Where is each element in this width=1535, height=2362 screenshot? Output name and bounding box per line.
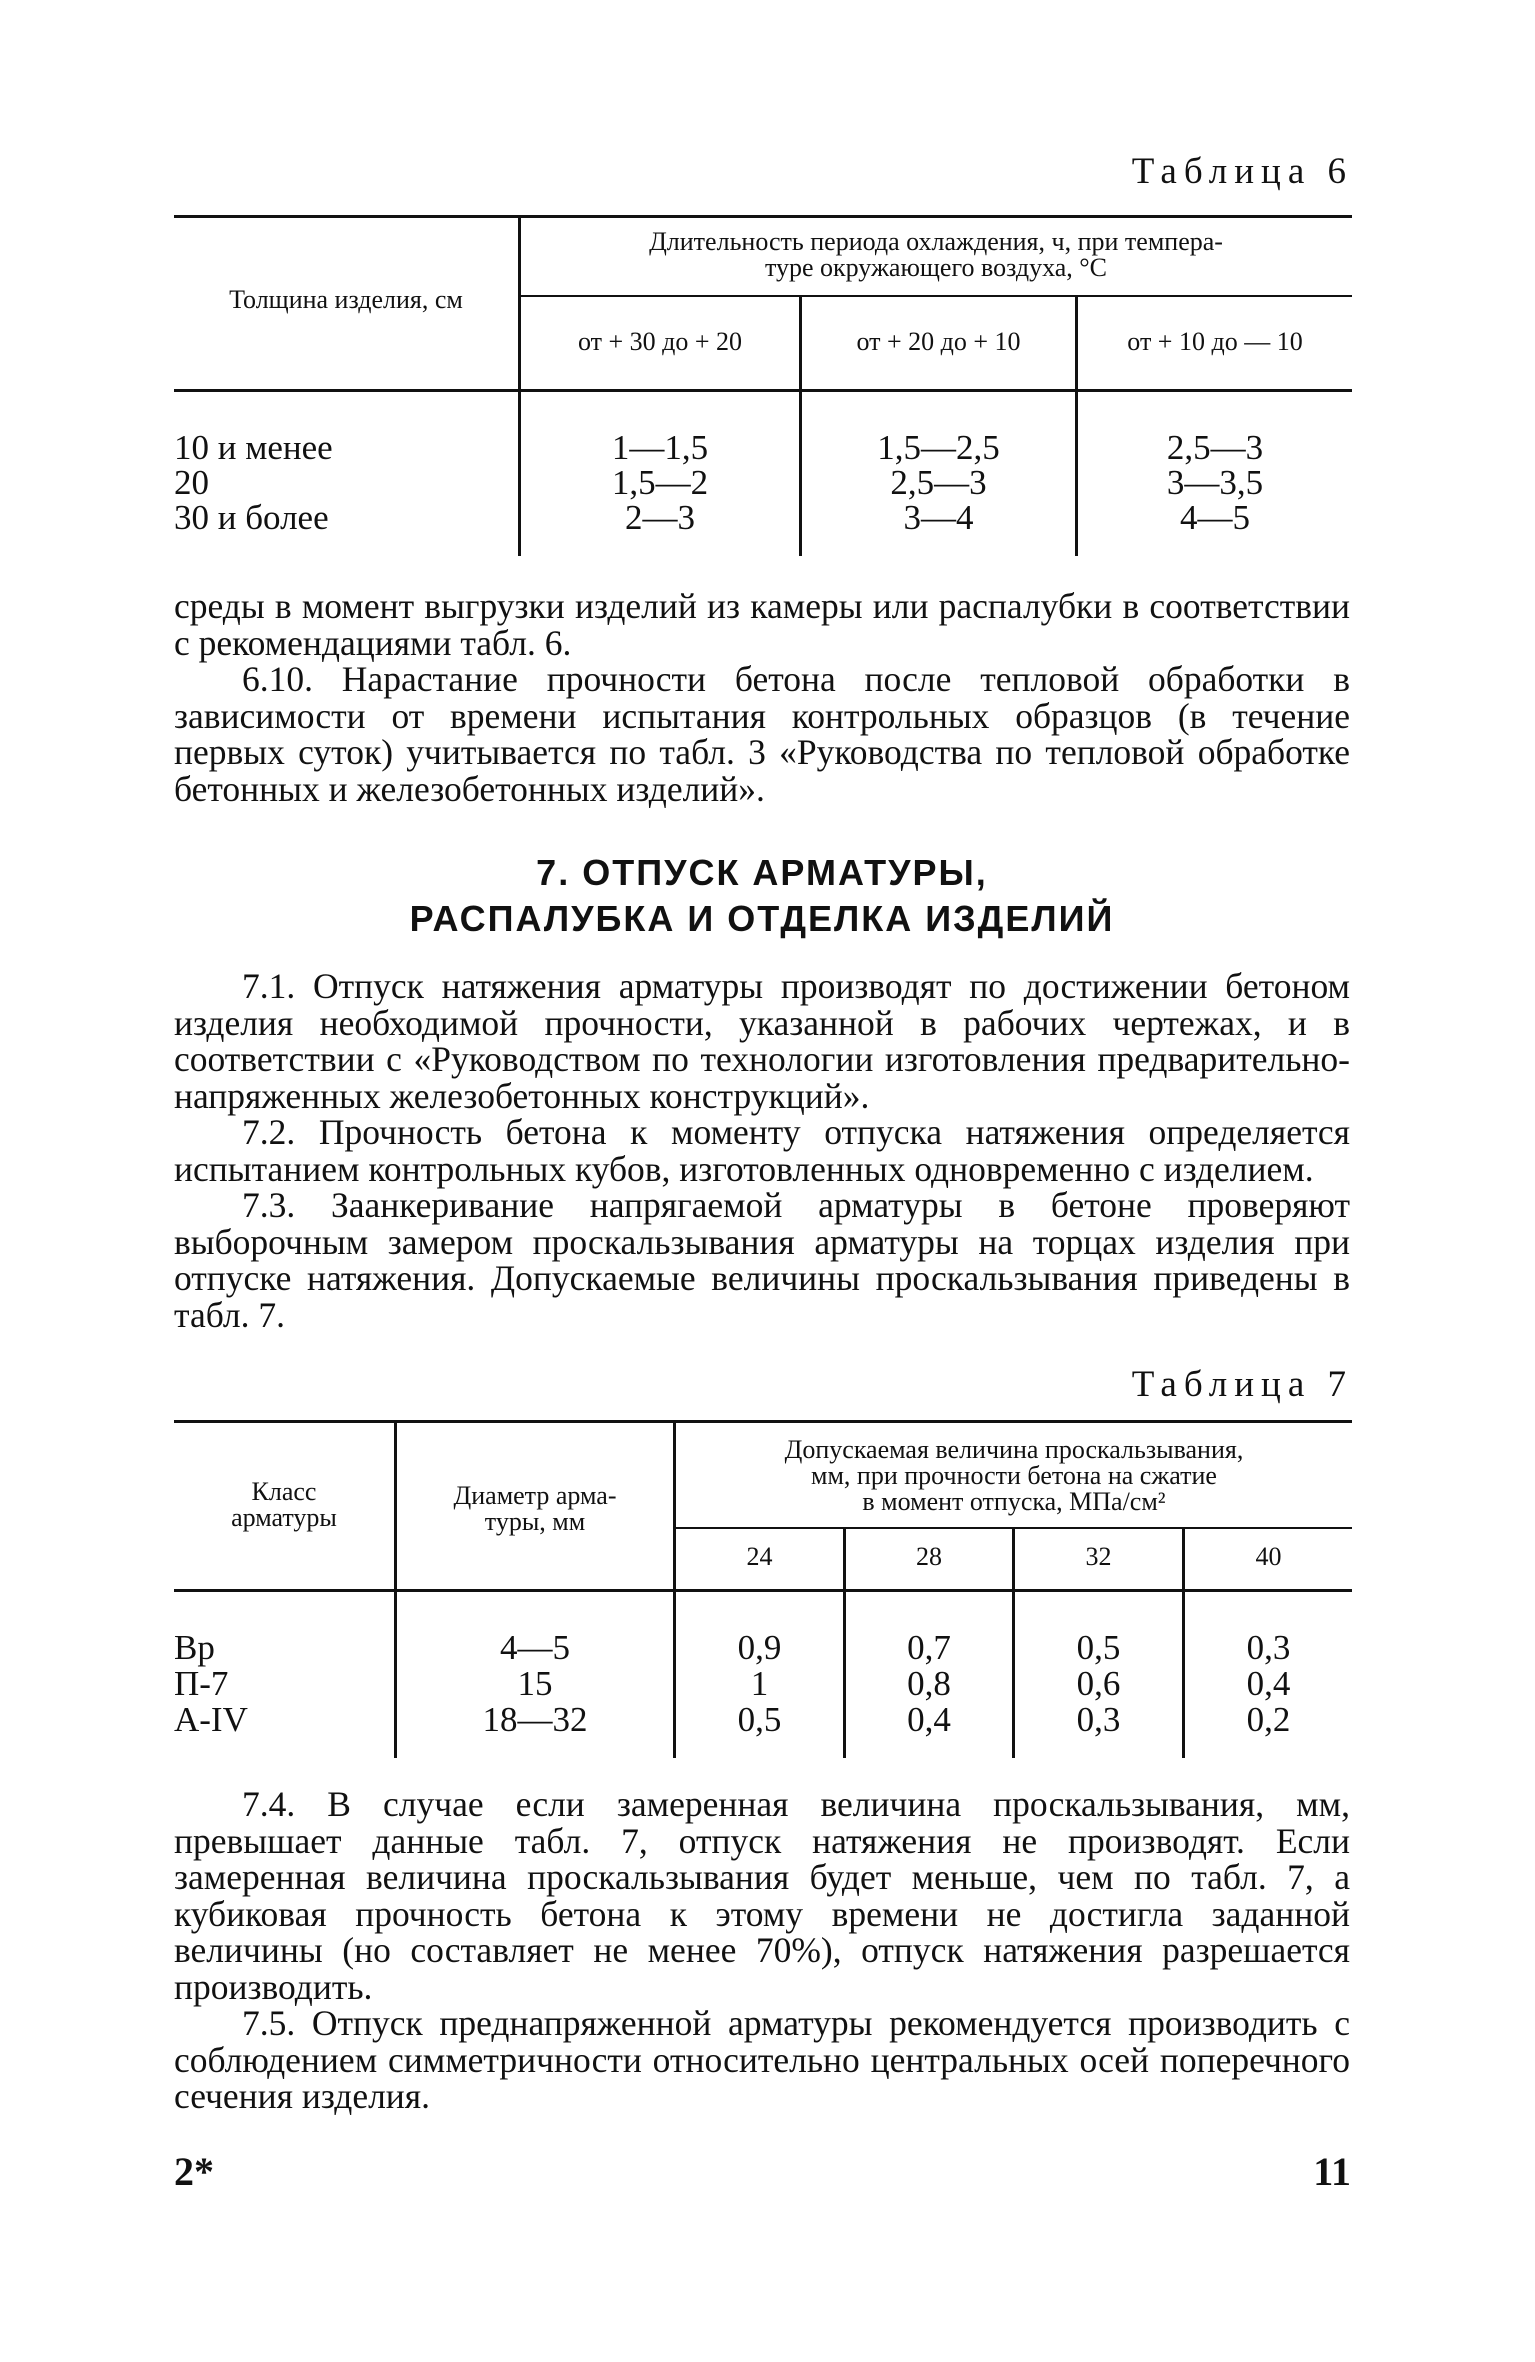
paragraph-7-4: 7.4. В случае если замеренная величина проскальзывания, мм, превышает данные табл. 7, отпуск натяжения не производят. Если замеренная величина проскальзывания будет меньше, чем по табл. 7, а кубиковая прочность бетона к этому времени не достигла заданной величины (но составляет не менее 70%), отпуск натяжения разрешается производить. bbox=[174, 1784, 1350, 2007]
section-heading-line2: РАСПАЛУБКА И ОТДЕЛКА ИЗДЕЛИЙ bbox=[409, 898, 1115, 939]
text-block-2 bbox=[174, 968, 1350, 1333]
table6-top-rule bbox=[174, 215, 1352, 218]
table7-row-label: П-7 bbox=[174, 1664, 229, 1703]
table7-header-rule bbox=[174, 1589, 1352, 1592]
table6-cell: 2,5—3 bbox=[890, 463, 987, 502]
table6-cell: 1,5—2,5 bbox=[877, 428, 1000, 467]
table7-col0-header-line2: арматуры bbox=[231, 1503, 337, 1532]
table6-header-rule bbox=[174, 389, 1352, 392]
text-block-3 bbox=[174, 1786, 1350, 2115]
table7-subheader: 24 bbox=[746, 1542, 773, 1571]
table7-cell: 0,3 bbox=[1076, 1700, 1121, 1739]
table6-cell: 2,5—3 bbox=[1166, 428, 1264, 467]
table7-subheader: 28 bbox=[916, 1542, 942, 1571]
paragraph-7-2: 7.2. Прочность бетона к моменту отпуска натяжения определяется испытанием контрольных кубов, изготовленных одновременно с изделием. bbox=[174, 1112, 1350, 1189]
table7-col1-header-line2: туры, мм bbox=[484, 1507, 586, 1536]
paragraph-6-10: 6.10. Нарастание прочности бетона после тепловой обработки в зависимости от времени испытания контрольных образцов (в течение первых суток) учитывается по табл. 3 «Руководства по тепловой обработке бетонных и железобетонных изделий». bbox=[174, 659, 1350, 809]
table7-cell: 0,2 bbox=[1246, 1700, 1291, 1739]
table6-cell: 1,5—2 bbox=[611, 463, 709, 502]
table6-cell: 3—4 bbox=[903, 498, 974, 537]
section-heading bbox=[174, 850, 1350, 942]
table6-caption: Таблица 6 bbox=[1131, 151, 1353, 192]
table7-top-rule bbox=[174, 1420, 1352, 1423]
paragraph-7-5: 7.5. Отпуск преднапряженной арматуры рекомендуется производить с соблюдением симметричности относительно центральных осей поперечного сечения изделия. bbox=[174, 2003, 1350, 2116]
table6-subheader: от + 30 до + 20 bbox=[577, 327, 743, 356]
page-number: 11 bbox=[1313, 2149, 1351, 2194]
table7-caption: Таблица 7 bbox=[1131, 1364, 1353, 1405]
table7-cell: 15 bbox=[517, 1664, 553, 1703]
table7-cell: 0,8 bbox=[907, 1664, 951, 1703]
table7-cell: 0,4 bbox=[1246, 1664, 1291, 1703]
paragraph-7-1: 7.1. Отпуск натяжения арматуры производят по достижении бетоном изделия необходимой прочности, указанной в рабочих чертежах, и в соответствии с «Руководством по технологии изготовления предварительно-напряженных железобетонных конструкций». bbox=[174, 966, 1350, 1116]
table6-cell: 2—3 bbox=[625, 498, 695, 537]
paragraph-7-3: 7.3. Заанкеривание напрягаемой арматуры в бетоне проверяют выборочным замером проскальзывания арматуры на торцах изделия при отпуске натяжения. Допускаемые величины проскальзывания приведены в табл. 7. bbox=[174, 1185, 1350, 1335]
text-block-1 bbox=[174, 588, 1350, 807]
table7-group-header-line2: мм, при прочности бетона на сжатие bbox=[811, 1461, 1217, 1490]
table7-cell: 4—5 bbox=[500, 1628, 570, 1667]
table6-group-header-line2: туре окружающего воздуха, °С bbox=[764, 253, 1108, 282]
table7-cell: 0,3 bbox=[1246, 1628, 1291, 1667]
signature-mark: 2* bbox=[174, 2149, 214, 2194]
table6-cell: 4—5 bbox=[1180, 498, 1250, 537]
table7-cell: 1 bbox=[750, 1664, 769, 1703]
table6-row-label: 20 bbox=[174, 463, 209, 502]
table6-col0-header: Толщина изделия, см bbox=[229, 285, 463, 314]
table7-cell: 0,4 bbox=[907, 1700, 951, 1739]
table6-row-label: 30 и более bbox=[174, 498, 329, 537]
table6-row-label: 10 и менее bbox=[174, 428, 333, 467]
table7-group-header-line1: Допускаемая величина проскальзывания, bbox=[784, 1435, 1244, 1464]
table6-group-header-line1: Длительность периода охлаждения, ч, при темпера- bbox=[649, 227, 1223, 256]
table7-cell: 18—32 bbox=[482, 1700, 588, 1739]
table7-subheader: 40 bbox=[1255, 1542, 1282, 1571]
table7-col1-header-line1: Диаметр арма- bbox=[453, 1481, 617, 1510]
table7-cell: 0,7 bbox=[907, 1628, 951, 1667]
table6-subheader: от + 20 до + 10 bbox=[856, 327, 1021, 356]
table7-cell: 0,5 bbox=[737, 1700, 782, 1739]
table6-cell: 3—3,5 bbox=[1166, 463, 1264, 502]
table7-cell: 0,9 bbox=[737, 1628, 782, 1667]
table7-row-label: A-IV bbox=[174, 1700, 248, 1739]
table6-group-rule bbox=[520, 295, 1352, 297]
table7-group-header-line3: в момент отпуска, МПа/см² bbox=[862, 1487, 1166, 1516]
table7-row-label: Вр bbox=[174, 1628, 215, 1667]
table7-cell: 0,5 bbox=[1076, 1628, 1121, 1667]
table7-cell: 0,6 bbox=[1076, 1664, 1121, 1703]
table6-cell: 1—1,5 bbox=[611, 428, 709, 467]
table6-subheader: от + 10 до — 10 bbox=[1127, 327, 1303, 356]
table7-col0-header-line1: Класс bbox=[251, 1477, 317, 1506]
table7-subheader: 32 bbox=[1085, 1542, 1112, 1571]
section-heading-line1: 7. ОТПУСК АРМАТУРЫ, bbox=[536, 852, 988, 893]
paragraph-continuation: среды в момент выгрузки изделий из камеры или распалубки в соответствии с рекомендациями табл. 6. bbox=[174, 586, 1350, 663]
